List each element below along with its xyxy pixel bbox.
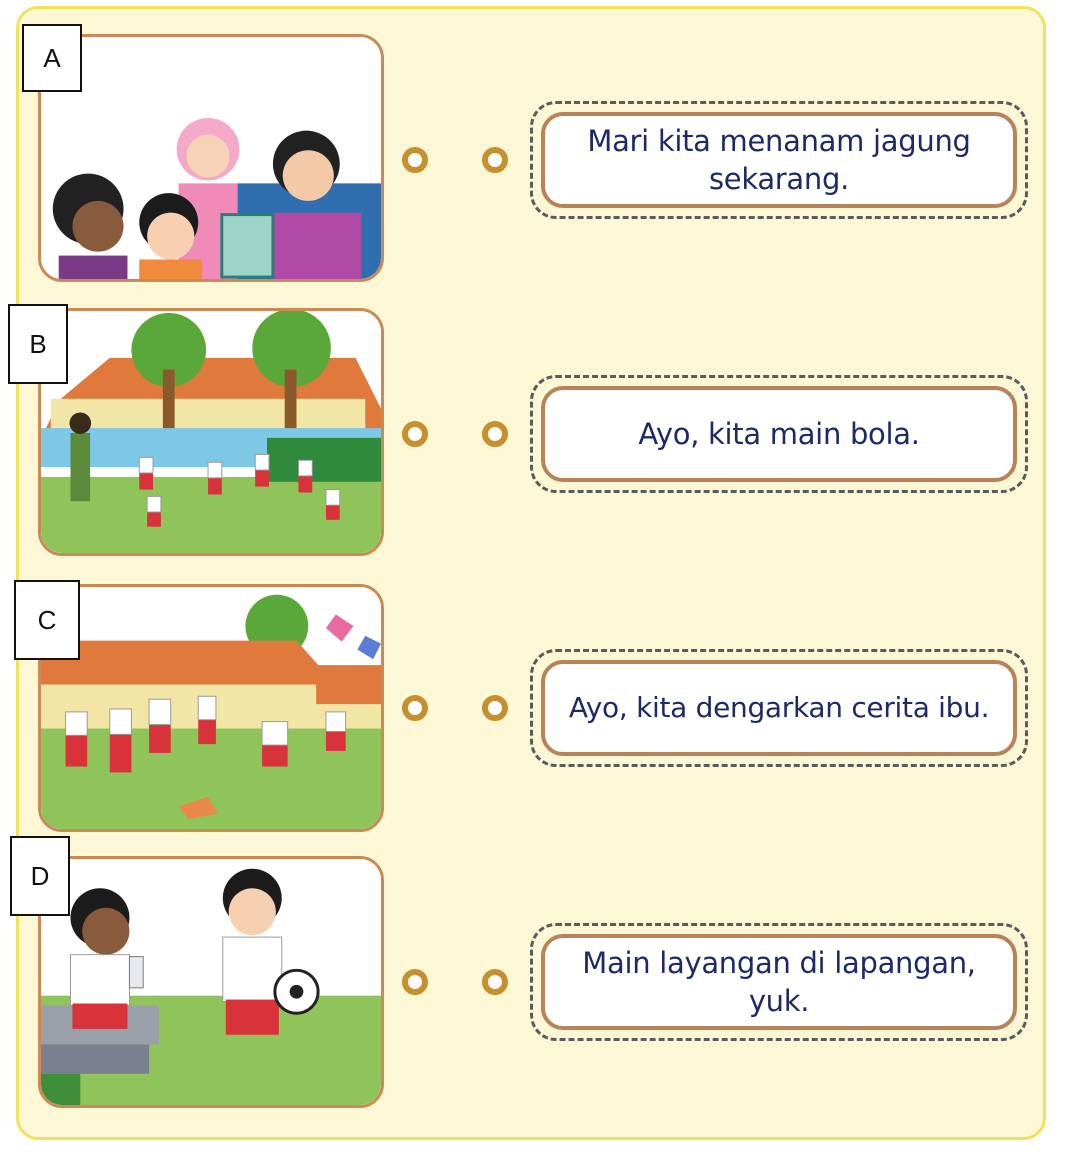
sentence-card-a-frame	[530, 101, 1028, 219]
sentence-card-b-frame	[530, 375, 1028, 493]
matching-row-d	[0, 856, 1079, 1116]
sentence-card-c: Ayo, kita dengarkan cerita ibu.	[541, 660, 1017, 756]
sentence-card-c-frame	[530, 649, 1028, 767]
sentence-card-d-frame	[530, 923, 1028, 1041]
sentence-card-b: Ayo, kita main bola.	[541, 386, 1017, 482]
left-matching-dot-d-icon[interactable]	[402, 969, 428, 995]
label-letter-c: C	[14, 580, 80, 660]
sentence-card-d: Main layangan di lapangan, yuk.	[541, 934, 1017, 1030]
left-matching-dot-a-icon[interactable]	[402, 147, 428, 173]
picture-boys-with-ball	[38, 856, 384, 1108]
right-matching-dot-c-icon[interactable]	[482, 695, 508, 721]
picture-family-reading	[38, 34, 384, 282]
left-matching-dot-c-icon[interactable]	[402, 695, 428, 721]
picture-children-kites	[38, 584, 384, 832]
matching-row-c	[0, 584, 1079, 844]
matching-row-a	[0, 34, 1079, 294]
matching-row-b	[0, 308, 1079, 568]
label-letter-b: B	[8, 304, 68, 384]
sentence-card-a: Mari kita menanam jagung sekarang.	[541, 112, 1017, 208]
picture-children-planting	[38, 308, 384, 556]
label-letter-a: A	[22, 24, 82, 92]
right-matching-dot-d-icon[interactable]	[482, 969, 508, 995]
label-letter-d: D	[10, 836, 70, 916]
right-matching-dot-a-icon[interactable]	[482, 147, 508, 173]
left-matching-dot-b-icon[interactable]	[402, 421, 428, 447]
right-matching-dot-b-icon[interactable]	[482, 421, 508, 447]
